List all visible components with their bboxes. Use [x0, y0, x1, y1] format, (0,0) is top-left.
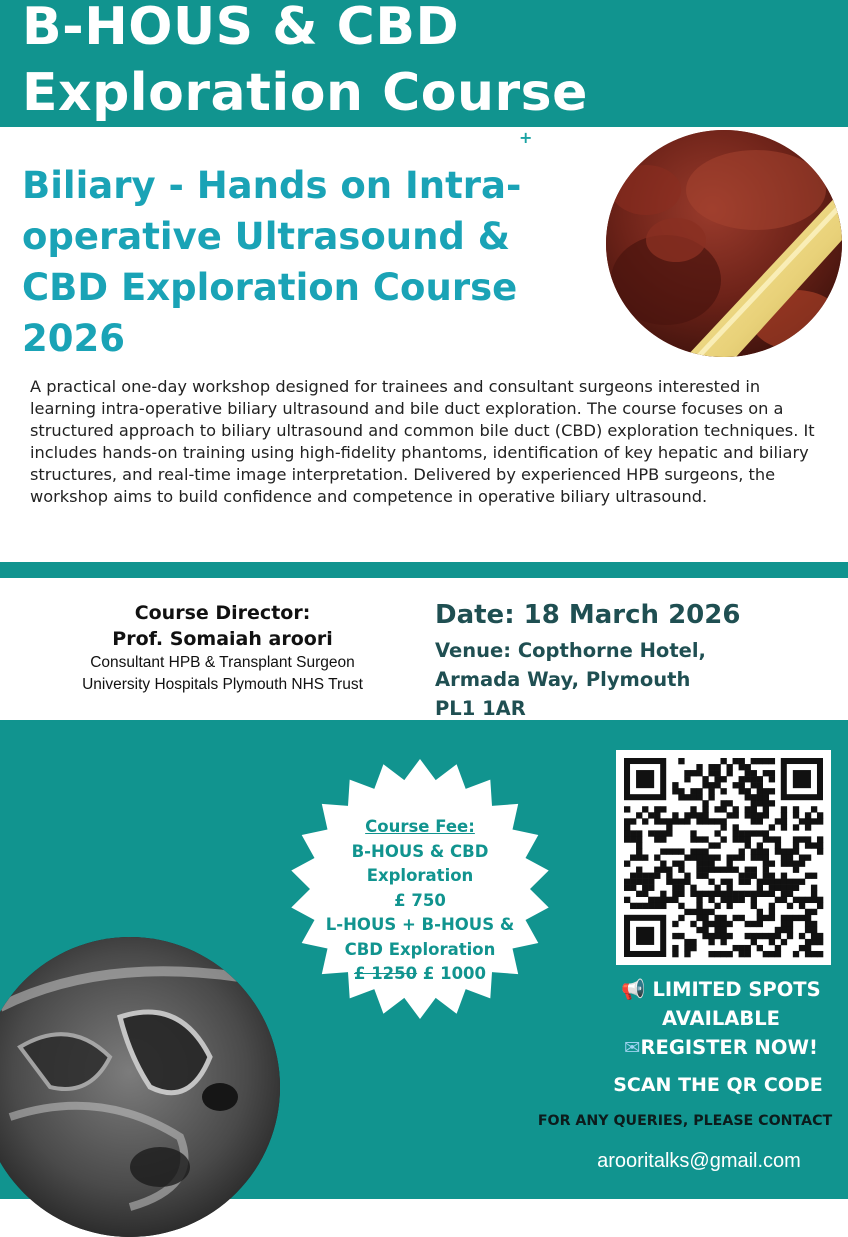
- qr-code-graphic: [616, 750, 831, 965]
- course-director: [50, 600, 395, 696]
- venue-line-2: Armada Way, Plymouth: [435, 668, 691, 691]
- fee-option2-price-row: [314, 962, 526, 987]
- director-role: Consultant HPB & Transplant Surgeon: [90, 654, 355, 671]
- call-to-action: [600, 975, 842, 1062]
- megaphone-icon: 📢: [621, 978, 646, 1001]
- subtitle-line-2: operative Ultrasound &: [22, 215, 511, 258]
- main-title: [22, 0, 842, 126]
- contact-email[interactable]: arooritalks@gmail.com: [597, 1150, 801, 1172]
- limited-spots-line-2: AVAILABLE: [661, 1007, 780, 1030]
- fee-option1-line2: Exploration: [366, 866, 474, 885]
- course-description: A practical one-day workshop designed for trainees and consultant surgeons interested in learning intra-operative biliary ultrasound and bile duct exploration. The course focuses on a structured approach to biliary ultrasound and common bile duct (CBD) exploration techniques. It includes hands-on training using high-fidelity phantoms, identification of key hepatic and biliary structures, and real-time image interpretation. Delivered by experienced HPB surgeons, the workshop aims to build confidence and competence in operative biliary ultrasound.: [30, 377, 815, 506]
- subtitle-line-4: 2026: [22, 317, 125, 360]
- main-title-line-1: B-HOUS & CBD: [22, 0, 460, 57]
- fee-option1-line1: B-HOUS & CBD: [351, 841, 489, 861]
- subtitle-line-3: CBD Exploration Course: [22, 266, 518, 309]
- fee-option2-price: £ 1000: [422, 964, 487, 983]
- divider-band: [0, 562, 848, 578]
- envelope-icon: ✉: [624, 1036, 641, 1059]
- venue-line-3: PL1 1AR: [435, 697, 526, 720]
- plus-sign: +: [519, 128, 533, 147]
- fee-option2-line1: L-HOUS + B-HOUS &: [325, 915, 515, 934]
- director-heading: Course Director:: [134, 602, 311, 624]
- fee-heading: Course Fee:: [365, 817, 475, 836]
- surgery-photo: [606, 130, 842, 357]
- course-fee: [314, 815, 526, 987]
- subtitle-line-1: Biliary - Hands on Intra-: [22, 164, 522, 207]
- fee-option1-price: £ 750: [394, 890, 446, 910]
- course-subtitle: [22, 160, 622, 364]
- fee-old-price: £ 1250: [353, 964, 418, 983]
- limited-spots-line-1: [600, 975, 842, 1004]
- limited-spots-text: LIMITED SPOTS: [652, 978, 821, 1001]
- surgery-photo-graphic: [606, 130, 842, 357]
- register-text: REGISTER NOW!: [640, 1036, 818, 1059]
- queries-text: FOR ANY QUERIES, PLEASE CONTACT: [537, 1113, 833, 1129]
- event-venue: [435, 636, 835, 723]
- venue-line-1: Venue: Copthorne Hotel,: [435, 639, 706, 662]
- fee-option2-line2: CBD Exploration: [344, 939, 496, 959]
- director-organisation: University Hospitals Plymouth NHS Trust: [82, 676, 363, 693]
- registration-qr-code[interactable]: [616, 750, 831, 965]
- register-line: [600, 1033, 842, 1062]
- scan-qr-text: SCAN THE QR CODE: [613, 1074, 823, 1096]
- event-date: Date: 18 March 2026: [435, 600, 741, 630]
- director-name: Prof. Somaiah aroori: [112, 628, 333, 650]
- main-title-line-2: Exploration Course: [22, 63, 588, 123]
